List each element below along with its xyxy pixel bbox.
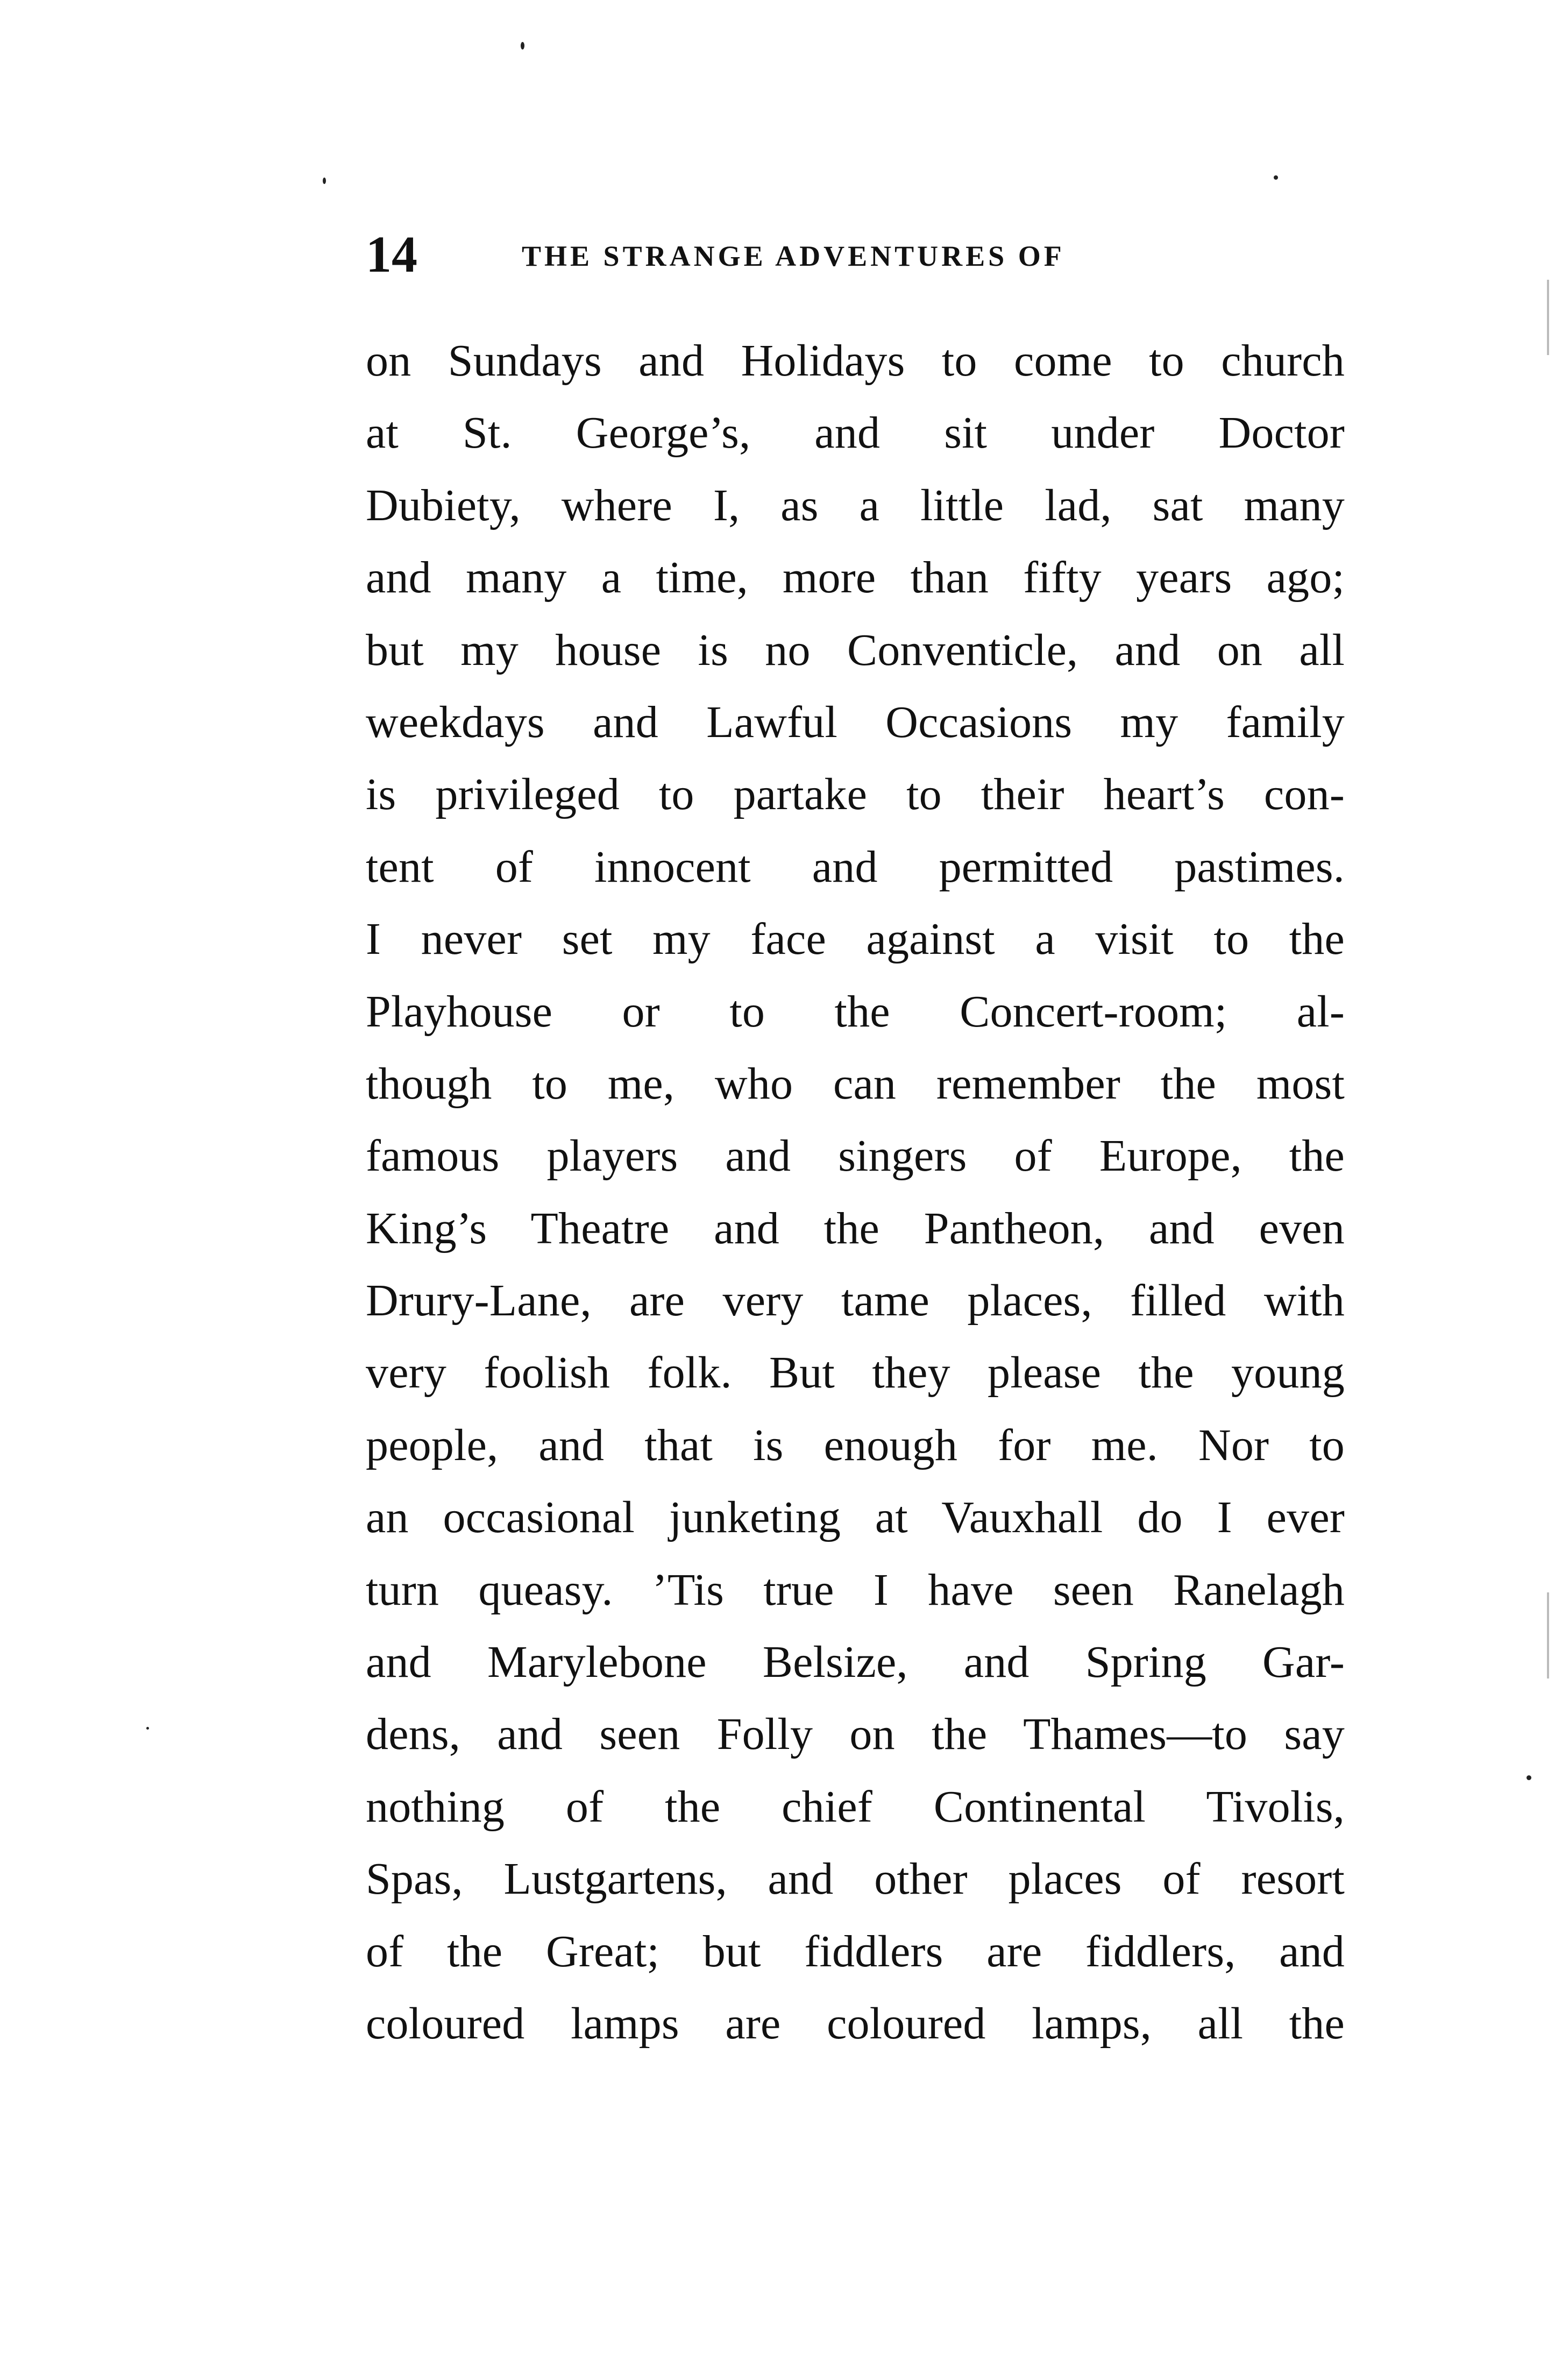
scan-speck xyxy=(1274,175,1278,180)
scan-speck xyxy=(1526,1775,1531,1780)
page-edge-mark xyxy=(1547,1592,1549,1678)
body-text xyxy=(366,325,1345,2060)
scan-speck xyxy=(146,1727,149,1730)
running-head xyxy=(366,225,1345,284)
text-line: Playhouse or to the Concert-room; al- xyxy=(366,986,1345,1037)
running-title: THE STRANGE ADVENTURES OF xyxy=(522,240,1065,272)
scan-speck xyxy=(521,42,524,49)
text-line: though to me, who can remember the most xyxy=(366,1058,1345,1109)
text-line: Dubiety, where I, as a little lad, sat many xyxy=(366,480,1345,530)
text-line: is privileged to partake to their heart’s con- xyxy=(366,769,1345,820)
text-line: tent of innocent and permitted pastimes. xyxy=(366,841,1345,892)
text-line: weekdays and Lawful Occasions my family xyxy=(366,697,1345,747)
text-line: Spas, Lustgartens, and other places of resort xyxy=(366,1854,1345,1904)
page-edge-mark xyxy=(1547,280,1549,355)
text-line: famous players and singers of Europe, the xyxy=(366,1131,1345,1181)
text-line: Drury-Lane, are very tame places, filled with xyxy=(366,1276,1345,1326)
text-line: turn queasy. ’Tis true I have seen Ranelagh xyxy=(366,1564,1345,1615)
text-line: nothing of the chief Continental Tivolis, xyxy=(366,1781,1345,1832)
text-line: people, and that is enough for me. Nor to xyxy=(366,1420,1345,1470)
text-line: of the Great; but fiddlers are fiddlers, and xyxy=(366,1926,1345,1977)
text-line: King’s Theatre and the Pantheon, and even xyxy=(366,1203,1345,1253)
text-line: an occasional junketing at Vauxhall do I ever xyxy=(366,1492,1345,1543)
scan-speck xyxy=(323,178,326,184)
text-line: dens, and seen Folly on the Thames—to say xyxy=(366,1709,1345,1760)
text-line: I never set my face against a visit to the xyxy=(366,914,1345,965)
text-line: on Sundays and Holidays to come to church xyxy=(366,336,1345,386)
text-line: and many a time, more than fifty years ago; xyxy=(366,552,1345,603)
text-line: but my house is no Conventicle, and on all xyxy=(366,625,1345,675)
text-line: very foolish folk. But they please the young xyxy=(366,1348,1345,1398)
page-number: 14 xyxy=(366,225,417,283)
text-line: and Marylebone Belsize, and Spring Gar- xyxy=(366,1637,1345,1688)
text-line: coloured lamps are coloured lamps, all the xyxy=(366,1998,1345,2049)
text-line: at St. George’s, and sit under Doctor xyxy=(366,408,1345,458)
